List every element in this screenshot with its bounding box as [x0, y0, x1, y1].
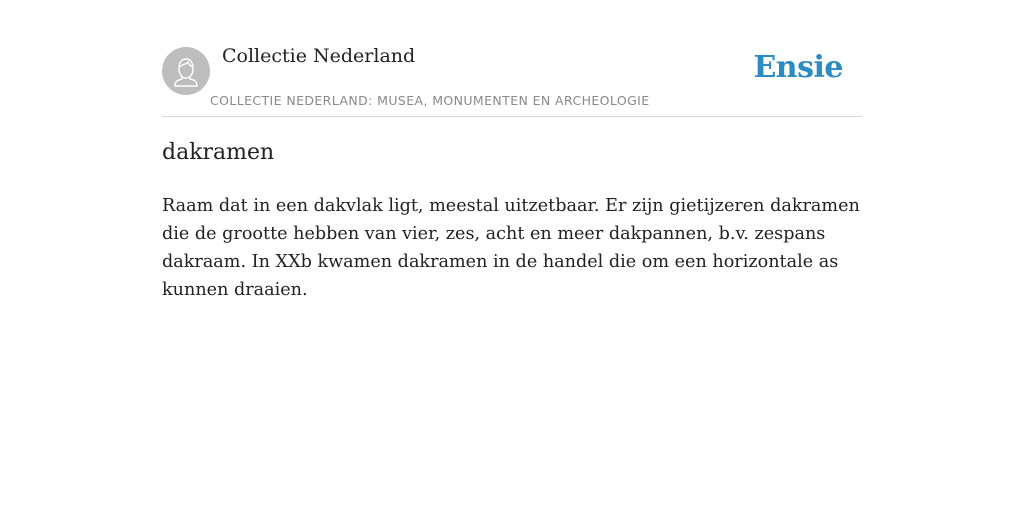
avatar[interactable] [162, 47, 210, 95]
source-subtitle[interactable]: COLLECTIE NEDERLAND: MUSEA, MONUMENTEN EN ARCHEOLOGIE [210, 93, 650, 108]
brand-logo[interactable]: Ensie [753, 50, 843, 85]
author-name[interactable]: Collectie Nederland [222, 45, 416, 67]
user-silhouette-icon [162, 47, 210, 95]
entry-term: dakramen [162, 140, 275, 165]
entry-card [162, 0, 862, 300]
entry-definition: Raam dat in een dakvlak ligt, meestal uitzetbaar. Er zijn gietijzeren dakramen die de grootte hebben van vier, zes, acht en meer dakpannen, b.v. zespans dakraam. In XXb kwamen dakramen in de handel die om een horizontale as kunnen draaien. [162, 196, 860, 300]
entry-header [162, 0, 862, 117]
